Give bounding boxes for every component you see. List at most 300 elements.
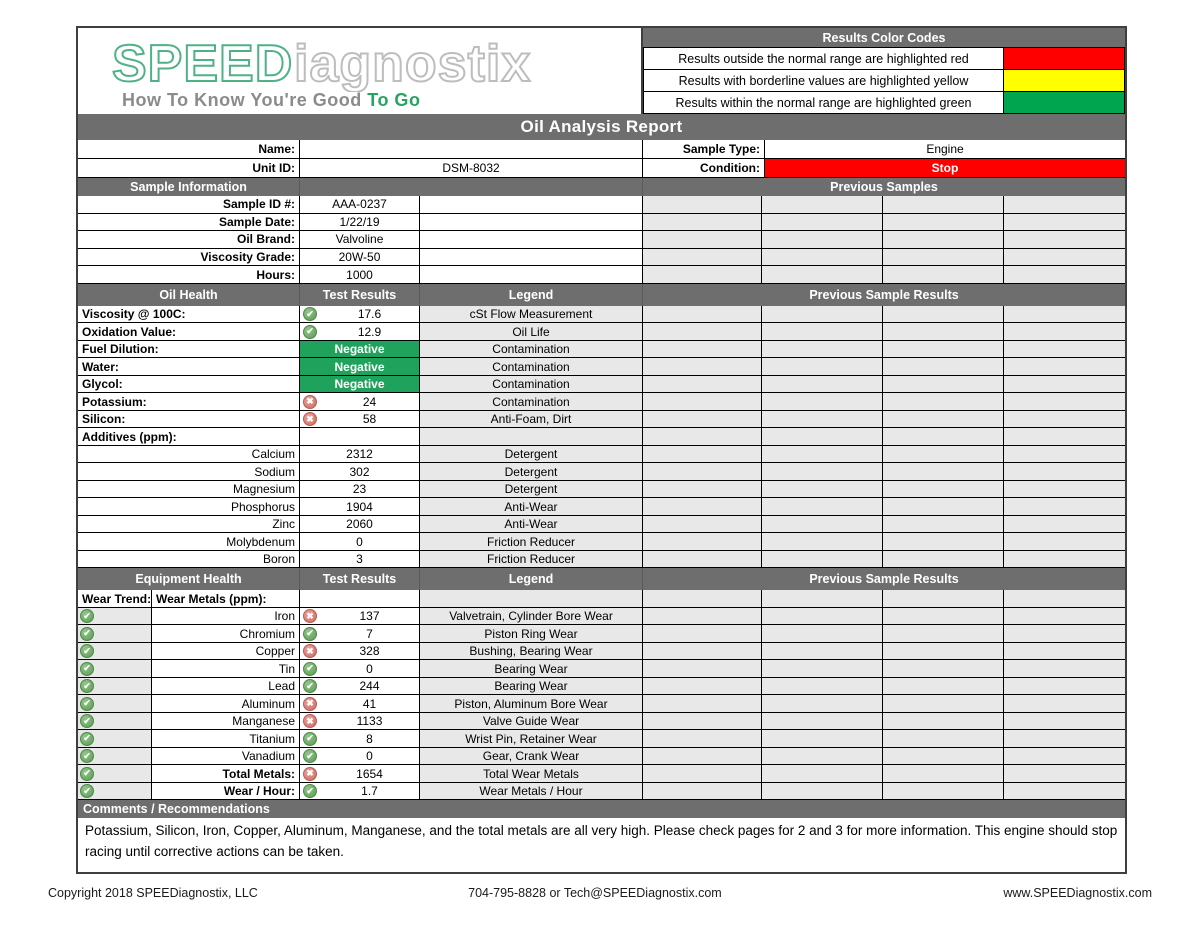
test-result-value: 8 [366, 731, 373, 746]
prev-sample-cell [762, 533, 883, 551]
test-result-cell [300, 323, 420, 341]
prev-sample-cell [643, 196, 762, 214]
test-result-value: 1654 [356, 766, 383, 781]
prev-sample-cell [643, 678, 762, 696]
condition-value-stop: Stop [765, 159, 1125, 178]
prev-sample-cell [762, 481, 883, 499]
page-footer [0, 886, 1200, 906]
prev-sample-cell [883, 748, 1004, 766]
prev-sample-cell [883, 249, 1004, 267]
wear-trend-label: Wear Trend: [78, 590, 152, 608]
prev-sample-cell [1004, 323, 1125, 341]
check-circle-icon: ✔ [80, 662, 94, 676]
oil-health-row [78, 428, 1125, 446]
test-result-value: 1133 [356, 714, 383, 729]
prev-sample-cell [762, 231, 883, 249]
sample-info-row [78, 196, 1125, 214]
check-circle-icon: ✔ [303, 307, 317, 321]
prev-sample-cell [883, 551, 1004, 569]
prev-sample-cell [643, 608, 762, 626]
wear-trend-cell [78, 643, 152, 661]
check-circle-icon: ✔ [80, 714, 94, 728]
prev-sample-cell [1004, 463, 1125, 481]
top-row [78, 28, 1125, 114]
wear-metal-row [78, 608, 1125, 626]
test-result-cell [300, 748, 420, 766]
footer-copyright: Copyright 2018 SPEEDiagnostix, LLC [48, 886, 258, 900]
test-result-value: 58 [362, 412, 377, 427]
test-result-value: 24 [362, 394, 377, 409]
legend-cell: Anti-Foam, Dirt [420, 411, 643, 429]
prev-sample-cell [883, 214, 1004, 232]
wear-metal-row [78, 713, 1125, 731]
oil-health-row-label: Zinc [78, 516, 300, 534]
unit-id-label: Unit ID: [78, 159, 300, 178]
prev-sample-cell [1004, 678, 1125, 696]
prev-sample-cell [762, 463, 883, 481]
test-result-value: 41 [362, 696, 377, 711]
prev-sample-cell [643, 660, 762, 678]
oil-health-row-label: Phosphorus [78, 498, 300, 516]
sample-information-header-bar [78, 178, 1125, 196]
prev-sample-cell [762, 341, 883, 359]
check-circle-icon: ✔ [80, 767, 94, 781]
prev-sample-cell [762, 249, 883, 267]
test-result-cell [300, 660, 420, 678]
results-color-codes-title: Results Color Codes [643, 28, 1125, 48]
sample-information-header: Sample Information [78, 178, 300, 196]
prev-sample-cell [643, 358, 762, 376]
legend-cell: Contamination [420, 393, 643, 411]
prev-sample-cell [1004, 695, 1125, 713]
oil-health-row-label: Glycol: [78, 376, 300, 394]
color-code-row-red [643, 48, 1125, 70]
legend-cell: Total Wear Metals [420, 765, 643, 783]
prev-sample-cell [1004, 376, 1125, 394]
prev-sample-cell [643, 393, 762, 411]
prev-sample-cell [762, 376, 883, 394]
tagline-green: To Go [367, 90, 421, 110]
wear-trend-cell [78, 678, 152, 696]
x-circle-icon: ✖ [303, 395, 317, 409]
equipment-test-results-header: Test Results [300, 568, 420, 590]
check-circle-icon: ✔ [80, 749, 94, 763]
prev-sample-cell [1004, 730, 1125, 748]
prev-sample-cell [1004, 306, 1125, 324]
header-spacer [300, 178, 643, 196]
logo-tagline [122, 90, 420, 111]
oil-health-row-label: Calcium [78, 446, 300, 464]
test-result-cell [300, 428, 420, 446]
sample-info-value: 1/22/19 [300, 214, 420, 232]
test-result-value: Negative [334, 377, 385, 392]
prev-sample-cell [643, 643, 762, 661]
prev-sample-cell [762, 660, 883, 678]
prev-sample-cell [1004, 625, 1125, 643]
prev-sample-cell [762, 678, 883, 696]
prev-sample-cell [762, 214, 883, 232]
prev-sample-cell [643, 748, 762, 766]
prev-sample-cell [883, 533, 1004, 551]
prev-sample-cell [883, 358, 1004, 376]
empty-legend-cell [420, 590, 643, 608]
legend-cell: Wear Metals / Hour [420, 783, 643, 801]
prev-sample-cell [883, 266, 1004, 284]
wear-trend-cell [78, 660, 152, 678]
prev-sample-cell [883, 678, 1004, 696]
sample-info-label: Viscosity Grade: [78, 249, 300, 267]
prev-sample-cell [643, 551, 762, 569]
prev-sample-cell [1004, 446, 1125, 464]
prev-sample-cell [762, 748, 883, 766]
prev-sample-cell [643, 730, 762, 748]
check-circle-icon: ✔ [303, 662, 317, 676]
prev-sample-cell [1004, 498, 1125, 516]
prev-sample-cell [883, 411, 1004, 429]
prev-sample-cell [643, 341, 762, 359]
sample-info-row [78, 214, 1125, 232]
prev-sample-cell [1004, 214, 1125, 232]
prev-sample-cell [1004, 608, 1125, 626]
prev-sample-cell [643, 590, 762, 608]
oil-health-row-label: Boron [78, 551, 300, 569]
prev-sample-cell [643, 463, 762, 481]
check-circle-icon: ✔ [80, 609, 94, 623]
prev-sample-cell [643, 428, 762, 446]
prev-sample-cell [762, 695, 883, 713]
legend-cell: Friction Reducer [420, 533, 643, 551]
sample-type-value: Engine [765, 140, 1125, 159]
wear-metal-label: Tin [152, 660, 300, 678]
test-result-cell [300, 446, 420, 464]
legend-cell: Detergent [420, 481, 643, 499]
prev-sample-cell [643, 411, 762, 429]
oil-health-row [78, 481, 1125, 499]
check-circle-icon: ✔ [303, 749, 317, 763]
wear-metal-row [78, 695, 1125, 713]
oil-health-row [78, 498, 1125, 516]
prev-sample-cell [883, 730, 1004, 748]
legend-cell: Detergent [420, 446, 643, 464]
prev-sample-cell [762, 783, 883, 801]
wear-metal-row [78, 748, 1125, 766]
prev-sample-cell [883, 446, 1004, 464]
wear-trend-cell [78, 608, 152, 626]
prev-sample-cell [1004, 551, 1125, 569]
test-result-value: 2312 [346, 447, 373, 462]
test-result-cell [300, 393, 420, 411]
test-result-value: Negative [334, 342, 385, 357]
check-circle-icon: ✔ [303, 627, 317, 641]
test-result-value: 137 [359, 609, 380, 624]
prev-sample-cell [762, 393, 883, 411]
prev-sample-cell [762, 608, 883, 626]
x-circle-icon: ✖ [303, 644, 317, 658]
wear-metal-row [78, 730, 1125, 748]
name-value [300, 140, 643, 159]
test-result-value: 1904 [346, 499, 373, 514]
prev-sample-cell [883, 516, 1004, 534]
test-result-cell [300, 765, 420, 783]
wear-metal-label: Vanadium [152, 748, 300, 766]
page-title: Oil Analysis Report [78, 114, 1125, 140]
identity-row-unit [78, 159, 1125, 178]
logo-wordmark [112, 36, 622, 92]
legend-cell: Anti-Wear [420, 516, 643, 534]
oil-health-row [78, 446, 1125, 464]
check-circle-icon: ✔ [80, 697, 94, 711]
prev-sample-cell [883, 231, 1004, 249]
prev-sample-cell [883, 625, 1004, 643]
legend-cell: Valvetrain, Cylinder Bore Wear [420, 608, 643, 626]
prev-sample-cell [643, 306, 762, 324]
x-circle-icon: ✖ [303, 767, 317, 781]
equipment-health-header-bar [78, 568, 1125, 590]
legend-cell: Contamination [420, 376, 643, 394]
prev-sample-cell [1004, 516, 1125, 534]
prev-sample-cell [762, 590, 883, 608]
prev-sample-cell [762, 196, 883, 214]
prev-sample-cell [762, 516, 883, 534]
equipment-health-rows [78, 608, 1125, 801]
prev-sample-cell [762, 411, 883, 429]
prev-sample-cell [643, 214, 762, 232]
legend-cell: Bearing Wear [420, 678, 643, 696]
prev-sample-cell [762, 498, 883, 516]
check-circle-icon: ✔ [80, 627, 94, 641]
x-circle-icon: ✖ [303, 697, 317, 711]
prev-sample-cell [643, 231, 762, 249]
prev-sample-cell [643, 516, 762, 534]
logo-brand-secondary: iagnostix [294, 36, 532, 92]
test-result-cell [300, 411, 420, 429]
oil-health-row-label: Sodium [78, 463, 300, 481]
legend-cell [420, 428, 643, 446]
sample-info-label: Sample ID #: [78, 196, 300, 214]
sample-info-row [78, 231, 1125, 249]
prev-sample-cell [643, 625, 762, 643]
prev-sample-cell [762, 625, 883, 643]
color-code-row-green [643, 92, 1125, 114]
test-result-cell [300, 341, 420, 359]
oil-health-row-label: Water: [78, 358, 300, 376]
legend-cell: Piston, Aluminum Bore Wear [420, 695, 643, 713]
prev-sample-cell [1004, 643, 1125, 661]
prev-sample-cell [1004, 533, 1125, 551]
check-circle-icon: ✔ [80, 644, 94, 658]
test-result-value: 0 [356, 534, 363, 549]
tagline-gray: How To Know You're Good [122, 90, 362, 110]
prev-sample-cell [1004, 266, 1125, 284]
prev-sample-cell [762, 323, 883, 341]
check-circle-icon: ✔ [303, 325, 317, 339]
color-code-text: Results within the normal range are highlighted green [643, 92, 1004, 114]
oil-health-legend-header: Legend [420, 284, 643, 306]
results-color-codes-rows [643, 48, 1125, 114]
test-result-cell [300, 678, 420, 696]
sample-info-row [78, 249, 1125, 267]
test-result-cell [300, 306, 420, 324]
check-circle-icon: ✔ [80, 784, 94, 798]
logo-brand-primary: SPEED [112, 36, 294, 92]
wear-metal-row [78, 678, 1125, 696]
wear-metal-label: Copper [152, 643, 300, 661]
empty-cell [420, 231, 643, 249]
check-circle-icon: ✔ [80, 732, 94, 746]
test-result-value: 302 [349, 464, 370, 479]
prev-sample-cell [643, 376, 762, 394]
equipment-health-header: Equipment Health [78, 568, 300, 590]
prev-sample-cell [762, 446, 883, 464]
wear-metal-label: Lead [152, 678, 300, 696]
check-circle-icon: ✔ [80, 679, 94, 693]
results-color-codes [643, 28, 1125, 114]
oil-health-row [78, 393, 1125, 411]
prev-sample-cell [762, 551, 883, 569]
test-result-cell [300, 625, 420, 643]
wear-trend-cell [78, 713, 152, 731]
wear-trend-cell [78, 695, 152, 713]
oil-health-row [78, 341, 1125, 359]
test-result-cell [300, 481, 420, 499]
test-result-value: 2060 [346, 517, 373, 532]
oil-health-row-label: Fuel Dilution: [78, 341, 300, 359]
identity-row-name [78, 140, 1125, 159]
prev-sample-cell [1004, 713, 1125, 731]
prev-sample-cell [883, 323, 1004, 341]
oil-health-row-label: Additives (ppm): [78, 428, 300, 446]
oil-health-row [78, 376, 1125, 394]
color-code-text: Results outside the normal range are highlighted red [643, 48, 1004, 70]
wear-trend-cell [78, 783, 152, 801]
test-result-cell [300, 516, 420, 534]
empty-cell [420, 266, 643, 284]
check-circle-icon: ✔ [303, 732, 317, 746]
prev-sample-cell [1004, 196, 1125, 214]
equipment-previous-header: Previous Sample Results [809, 572, 959, 587]
test-result-cell [300, 713, 420, 731]
report-sheet [76, 26, 1127, 874]
footer-website: www.SPEEDiagnostix.com [1003, 886, 1152, 900]
wear-trend-cell [78, 748, 152, 766]
legend-cell: Wrist Pin, Retainer Wear [420, 730, 643, 748]
sample-info-value: AAA-0237 [300, 196, 420, 214]
prev-sample-cell [1004, 428, 1125, 446]
test-result-cell [300, 730, 420, 748]
prev-sample-cell [762, 643, 883, 661]
oil-health-header-bar [78, 284, 1125, 306]
prev-sample-cell [883, 498, 1004, 516]
prev-sample-cell [643, 266, 762, 284]
check-circle-icon: ✔ [303, 679, 317, 693]
prev-sample-cell [883, 463, 1004, 481]
sample-info-label: Sample Date: [78, 214, 300, 232]
oil-health-row [78, 533, 1125, 551]
prev-sample-cell [1004, 249, 1125, 267]
prev-sample-cell [643, 533, 762, 551]
prev-sample-cell [762, 358, 883, 376]
previous-samples-header: Previous Samples [830, 180, 938, 194]
sample-info-row [78, 266, 1125, 284]
prev-sample-cell [1004, 660, 1125, 678]
red-swatch [1004, 48, 1125, 70]
wear-metals-group-row [78, 590, 1125, 608]
oil-health-row [78, 551, 1125, 569]
speediagnostix-logo [78, 28, 643, 114]
wear-metal-label: Iron [152, 608, 300, 626]
test-result-cell [300, 643, 420, 661]
check-circle-icon: ✔ [303, 784, 317, 798]
legend-cell: Contamination [420, 358, 643, 376]
prev-sample-cell [883, 608, 1004, 626]
x-circle-icon: ✖ [303, 714, 317, 728]
test-result-value: 17.6 [357, 307, 382, 322]
wear-metal-row [78, 660, 1125, 678]
oil-health-row-label: Molybdenum [78, 533, 300, 551]
legend-cell: Friction Reducer [420, 551, 643, 569]
legend-cell: Anti-Wear [420, 498, 643, 516]
empty-cell [420, 249, 643, 267]
wear-metal-label: Aluminum [152, 695, 300, 713]
empty-cell [300, 590, 420, 608]
wear-trend-cell [78, 765, 152, 783]
oil-health-previous-header: Previous Sample Results [809, 287, 959, 302]
wear-trend-cell [78, 625, 152, 643]
oil-health-row [78, 323, 1125, 341]
prev-sample-cell [883, 590, 1004, 608]
empty-cell [420, 196, 643, 214]
wear-metal-label: Chromium [152, 625, 300, 643]
prev-sample-cell [762, 713, 883, 731]
sample-type-label: Sample Type: [643, 140, 765, 159]
prev-sample-cell [1004, 411, 1125, 429]
oil-health-row-label: Magnesium [78, 481, 300, 499]
prev-sample-cell [1004, 765, 1125, 783]
prev-sample-cell [1004, 748, 1125, 766]
color-code-row-yellow [643, 70, 1125, 92]
wear-metal-label: Titanium [152, 730, 300, 748]
test-result-value: 7 [366, 626, 373, 641]
prev-sample-cell [762, 765, 883, 783]
sample-information-rows [78, 196, 1125, 284]
sample-info-value: Valvoline [300, 231, 420, 249]
test-result-cell [300, 783, 420, 801]
wear-trend-cell [78, 730, 152, 748]
condition-label: Condition: [643, 159, 765, 178]
prev-sample-cell [1004, 358, 1125, 376]
prev-sample-cell [883, 341, 1004, 359]
test-result-cell [300, 551, 420, 569]
prev-sample-cell [883, 393, 1004, 411]
legend-cell: Bearing Wear [420, 660, 643, 678]
prev-sample-cell [643, 446, 762, 464]
prev-sample-cell [883, 783, 1004, 801]
sample-info-label: Oil Brand: [78, 231, 300, 249]
prev-sample-cell [883, 695, 1004, 713]
yellow-swatch [1004, 70, 1125, 92]
prev-sample-cell [643, 695, 762, 713]
prev-sample-cell [883, 765, 1004, 783]
legend-cell: Bushing, Bearing Wear [420, 643, 643, 661]
prev-sample-cell [1004, 590, 1125, 608]
test-result-value: 244 [359, 679, 380, 694]
prev-sample-cell [883, 481, 1004, 499]
comments-header: Comments / Recommendations [78, 800, 1125, 818]
prev-sample-cell [883, 643, 1004, 661]
prev-sample-cell [883, 428, 1004, 446]
test-result-value: 328 [359, 644, 380, 659]
oil-health-row [78, 516, 1125, 534]
